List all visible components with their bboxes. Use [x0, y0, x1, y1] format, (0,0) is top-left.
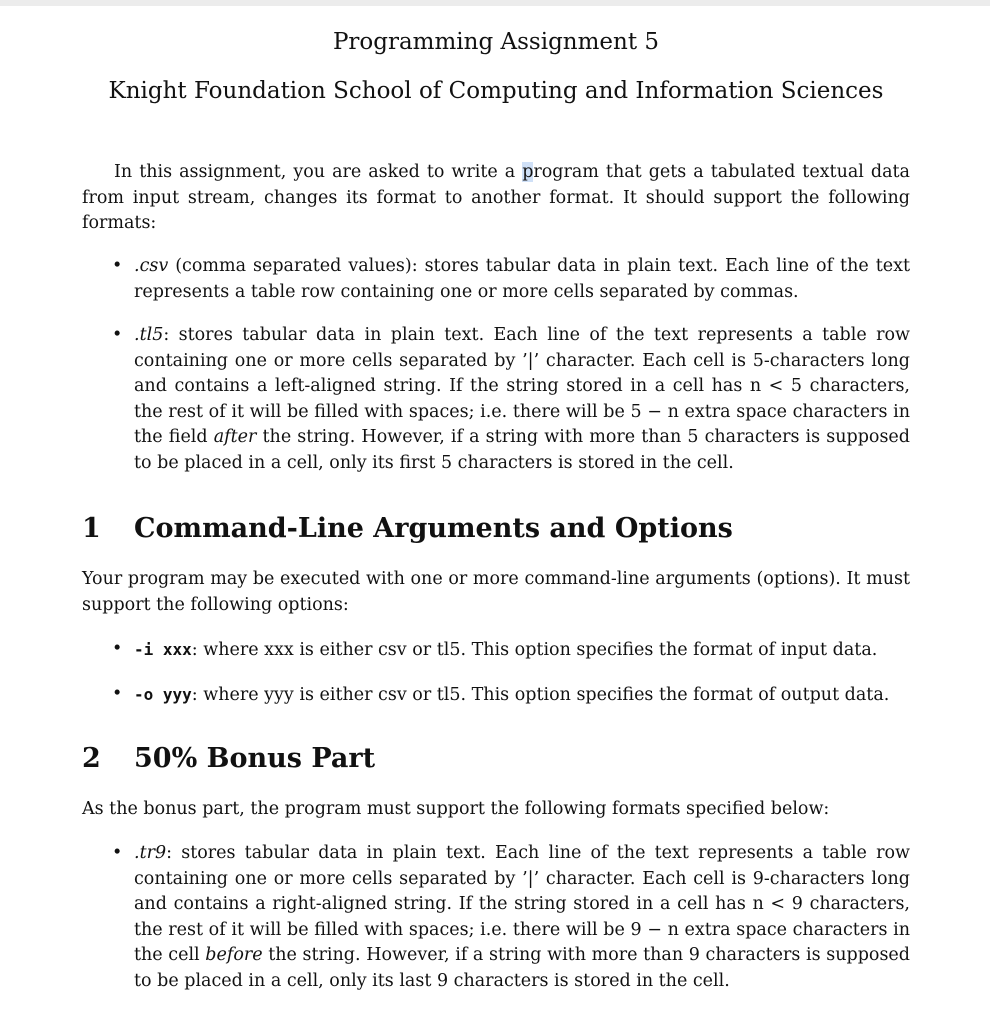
- list-item: [82, 254, 910, 305]
- document-subtitle: Knight Foundation School of Computing and Information Sciences: [108, 78, 884, 104]
- bullet-icon: •: [112, 683, 123, 704]
- format-desc-tr9-end: the string. However, if a string with more than 9 characters is supposed to be placed in a cell, only its last 9 characters is stored in the cell.: [134, 945, 910, 991]
- intro-text-after: rogram that gets a tabulated textual data from input stream, changes its format to another format. It should support the following formats:: [82, 162, 910, 233]
- section-heading-2: [82, 742, 910, 776]
- section-heading-1: [82, 512, 910, 546]
- document-title: Programming Assignment 5: [332, 29, 660, 55]
- bullet-icon: •: [112, 639, 123, 659]
- section2-intro: As the bonus part, the program must support the following formats specified below:: [82, 799, 830, 819]
- format-desc-tr9: : stores tabular data in plain text. Each line of the text represents a table row containing one or more cells separated by ’|’ character. Each cell is 9-characters long and contains a right-aligned string. If the string stored in a cell has n < 9 characters, the rest of it will be filled with spaces; i.e. there will be 9 − n extra space characters in the cell: [134, 843, 910, 965]
- option-flag-input: -i xxx: [134, 640, 192, 659]
- format-list: [82, 254, 910, 476]
- list-item: [82, 637, 910, 664]
- format-name-csv: .csv: [134, 256, 169, 276]
- list-item: [82, 323, 910, 476]
- bonus-format-list: [82, 841, 910, 994]
- intro-paragraph: [82, 160, 910, 237]
- format-desc-tl5-end: the string. However, if a string with more than 5 characters is supposed to be placed in a cell, only its first 5 characters is stored in the cell.: [134, 427, 910, 473]
- intro-text-before: In this assignment, you are asked to write a: [114, 162, 523, 182]
- bullet-icon: •: [112, 843, 123, 863]
- list-item: [82, 682, 910, 709]
- section-title: Command-Line Arguments and Options: [134, 513, 733, 544]
- bullet-icon: •: [112, 325, 123, 345]
- viewer-top-bar: [0, 0, 990, 6]
- option-list: [82, 637, 910, 708]
- format-desc-tr9-emphasis: before: [205, 945, 263, 965]
- option-desc-output: : where yyy is either csv or tl5. This option specifies the format of output data.: [191, 684, 890, 705]
- format-desc-tl5-emphasis: after: [213, 427, 257, 447]
- section-number: 1: [82, 513, 101, 544]
- bullet-icon: •: [112, 256, 123, 276]
- text-cursor-highlight: p: [522, 162, 534, 182]
- section-title: 50% Bonus Part: [134, 743, 376, 774]
- option-desc-input: : where xxx is either csv or tl5. This option specifies the format of input data.: [191, 640, 878, 660]
- list-item: [82, 841, 910, 994]
- section-number: 2: [82, 743, 101, 774]
- format-name-tr9: .tr9: [134, 843, 167, 863]
- format-desc-tl5: : stores tabular data in plain text. Each line of the text represents a table row containing one or more cells separated by ’|’ character. Each cell is 5-characters long and contains a left-aligned string. If the string stored in a cell has n < 5 characters, the rest of it will be filled with spaces; i.e. there will be 5 − n extra space characters in the field: [134, 325, 910, 447]
- format-desc-csv: (comma separated values): stores tabular data in plain text. Each line of the text represents a table row containing one or more cells separated by commas.: [134, 256, 910, 302]
- format-name-tl5: .tl5: [134, 325, 164, 345]
- section1-intro: Your program may be executed with one or more command-line arguments (options). It must support the following options:: [82, 569, 910, 615]
- option-flag-output: -o yyy: [134, 684, 192, 704]
